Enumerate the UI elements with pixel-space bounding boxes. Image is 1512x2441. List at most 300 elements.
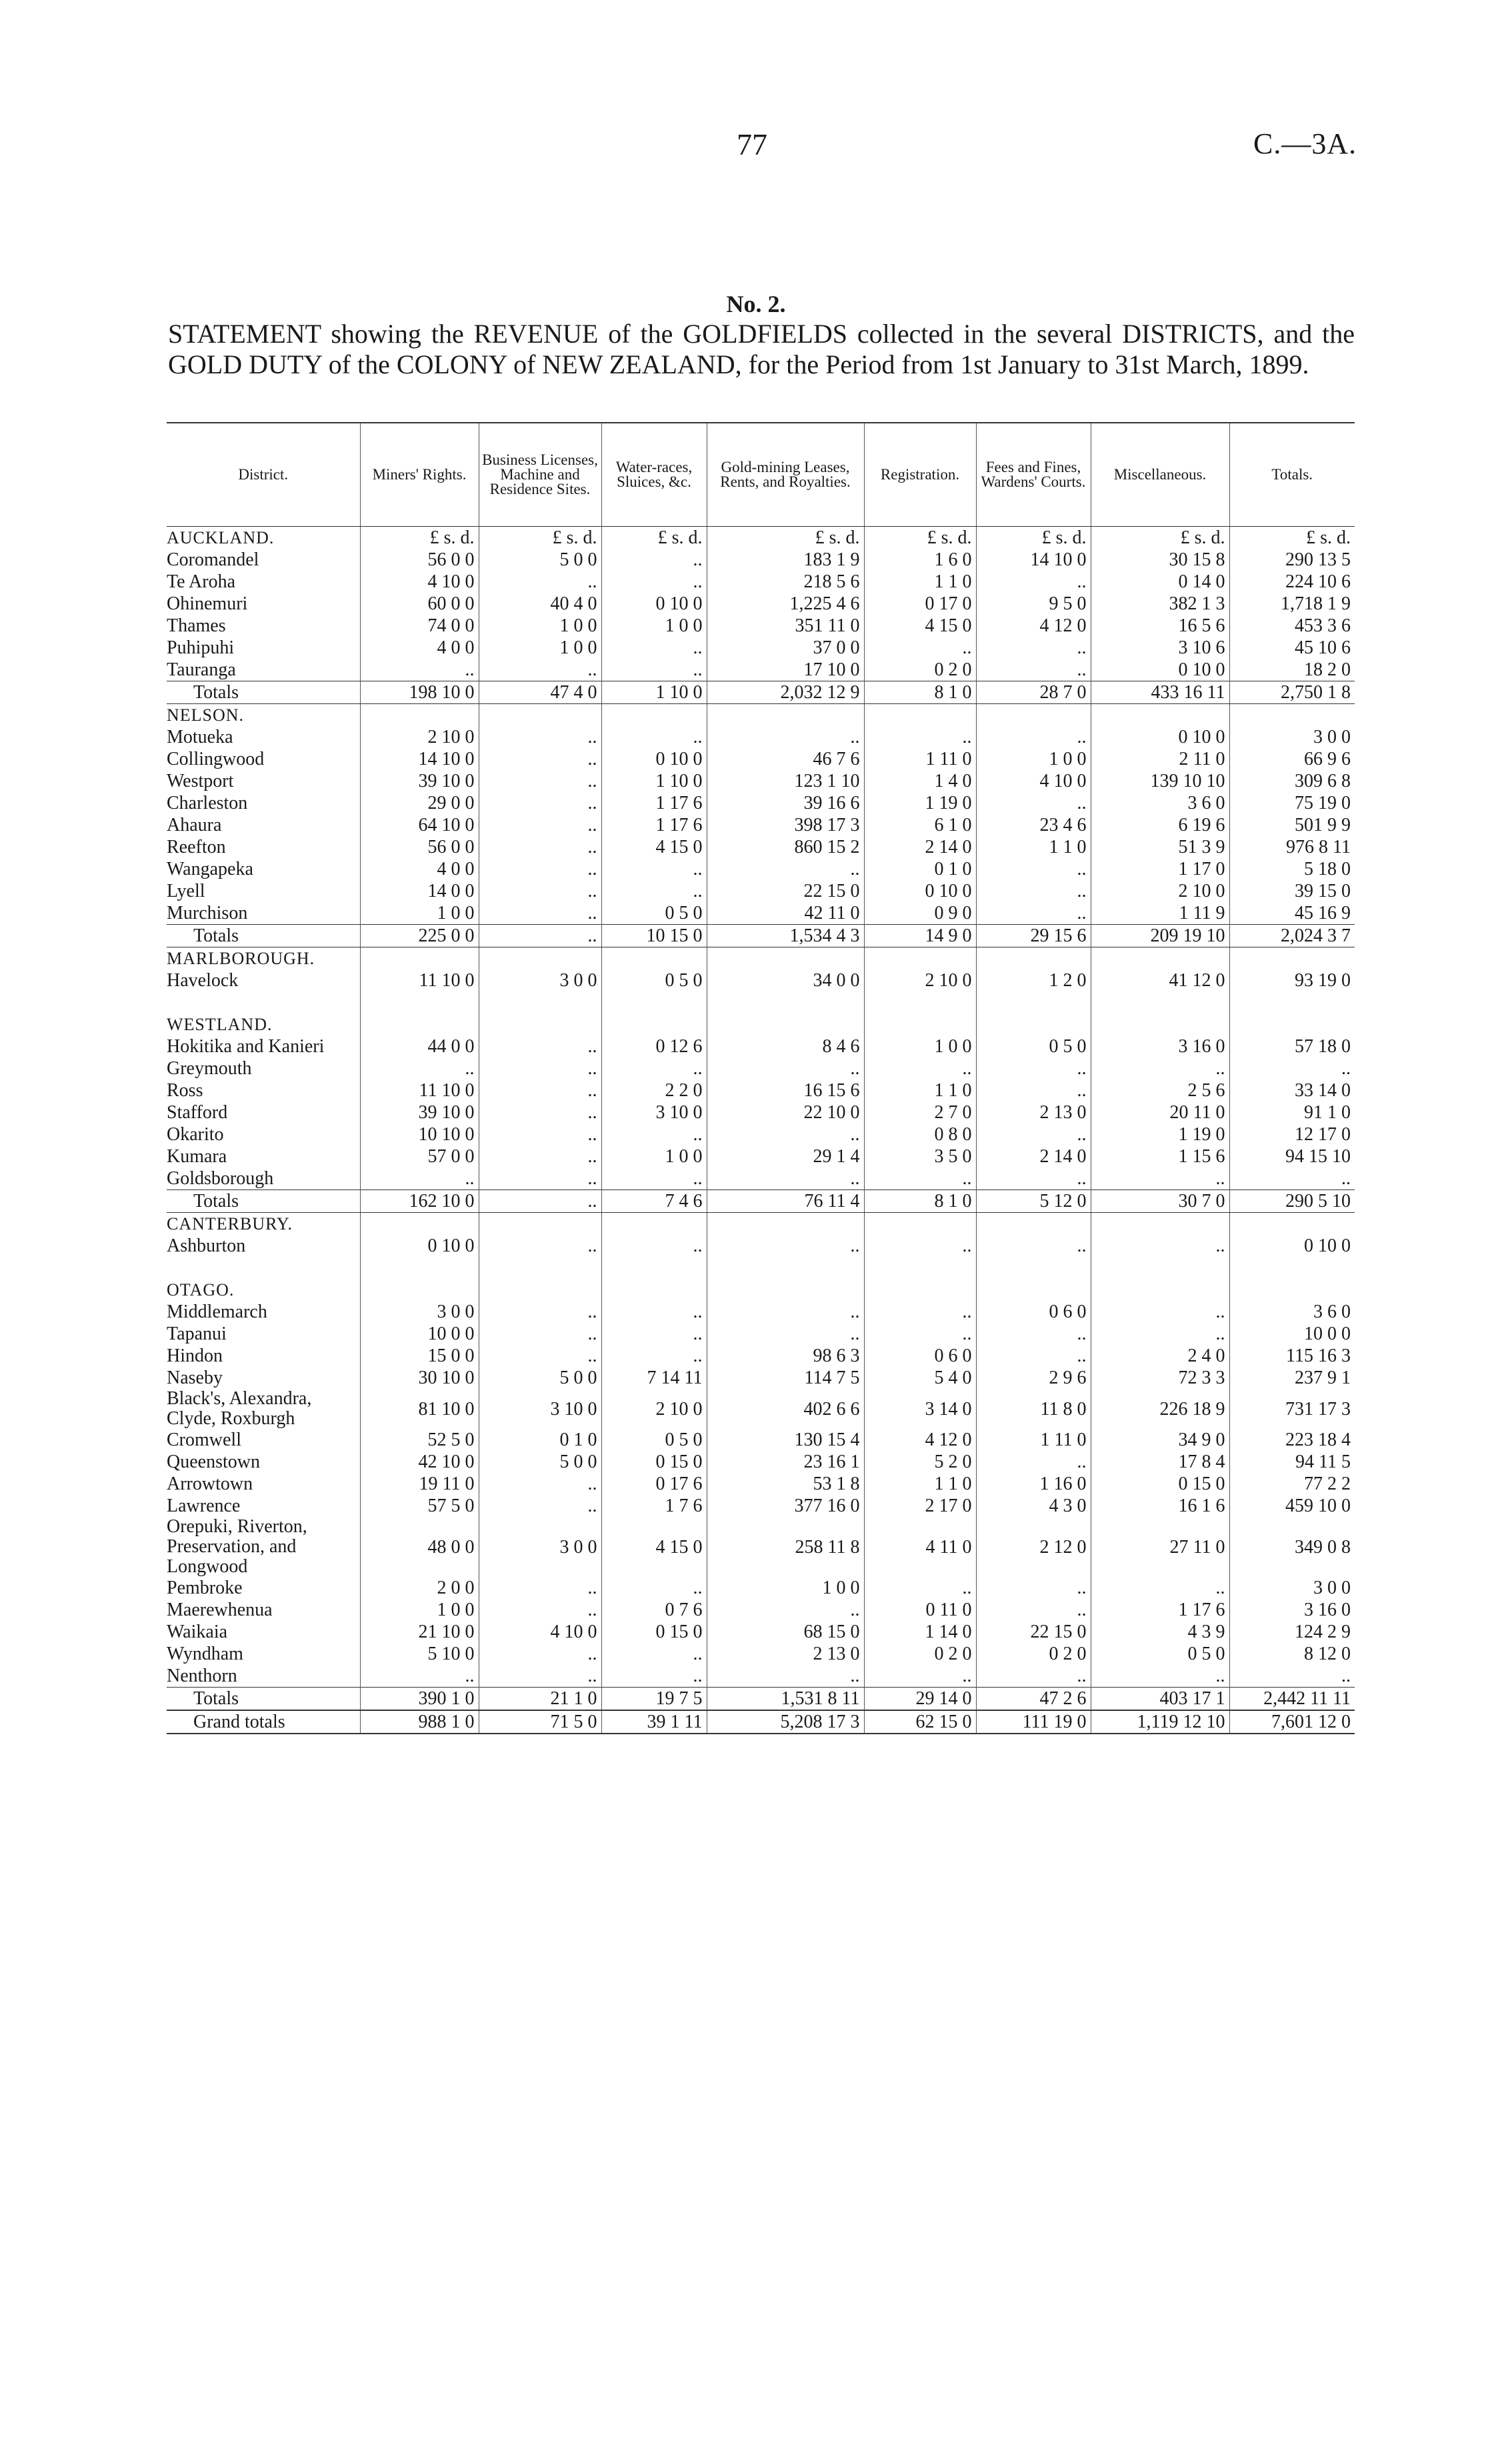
total-amount: 47 2 6 <box>976 1688 1091 1711</box>
grand-totals-label: Grand totals <box>167 1710 360 1734</box>
amount-cell: 1 2 0 <box>976 969 1091 991</box>
amount-cell: 1 0 0 <box>707 1577 864 1599</box>
table-body <box>167 527 1355 1734</box>
amount-cell: 34 9 0 <box>1091 1429 1229 1451</box>
amount-cell: 10 0 0 <box>360 1323 479 1345</box>
empty-cell <box>707 1279 864 1301</box>
amount-cell: 2 10 0 <box>601 1389 707 1429</box>
amount-cell: 21 10 0 <box>360 1621 479 1643</box>
district-name: Cromwell <box>167 1430 241 1450</box>
amount-cell: 382 1 3 <box>1091 593 1229 615</box>
total-amount: 29 14 0 <box>864 1688 976 1711</box>
district-name: Pembroke <box>167 1578 243 1598</box>
amount-cell: 0 11 0 <box>864 1599 976 1621</box>
amount-cell: 2 5 6 <box>1091 1079 1229 1101</box>
amount-cell: 23 4 6 <box>976 814 1091 836</box>
district-name: Murchison <box>167 903 248 923</box>
amount-cell: .. <box>601 1123 707 1145</box>
amount-cell: 30 10 0 <box>360 1367 479 1389</box>
amount-cell: 1 0 0 <box>360 902 479 925</box>
amount-cell: .. <box>976 1599 1091 1621</box>
amount-cell: .. <box>479 659 601 681</box>
amount-cell: 1 19 0 <box>1091 1123 1229 1145</box>
amount-cell: 16 15 6 <box>707 1079 864 1101</box>
amount-cell: .. <box>601 1345 707 1367</box>
amount-cell: 5 0 0 <box>479 1367 601 1389</box>
amount-cell: 11 10 0 <box>360 969 479 991</box>
amount-cell: 3 0 0 <box>479 1517 601 1577</box>
empty-cell <box>864 947 976 970</box>
amount-cell: .. <box>601 1577 707 1599</box>
region-heading-row <box>167 1279 1355 1301</box>
amount-cell: 237 9 1 <box>1229 1367 1355 1389</box>
amount-cell: .. <box>707 1665 864 1688</box>
amount-cell: 39 10 0 <box>360 1101 479 1123</box>
amount-cell: .. <box>864 726 976 748</box>
amount-cell: 1 0 0 <box>360 1599 479 1621</box>
amount-cell: .. <box>976 1323 1091 1345</box>
amount-cell: 52 5 0 <box>360 1429 479 1451</box>
amount-cell: 14 10 0 <box>976 549 1091 571</box>
total-amount: 290 5 10 <box>1229 1190 1355 1213</box>
amount-cell: 29 1 4 <box>707 1145 864 1167</box>
amount-cell: .. <box>479 770 601 792</box>
empty-cell <box>479 991 601 1013</box>
amount-cell: .. <box>479 836 601 858</box>
amount-cell: 5 4 0 <box>864 1367 976 1389</box>
spacer-row <box>167 1257 1355 1279</box>
amount-cell: 3 10 6 <box>1091 637 1229 659</box>
amount-cell: .. <box>479 792 601 814</box>
amount-cell: 351 11 0 <box>707 615 864 637</box>
district-name: Goldsborough <box>167 1168 274 1189</box>
amount-cell: 2 12 0 <box>976 1517 1091 1577</box>
amount-cell: .. <box>1091 1577 1229 1599</box>
amount-cell: 29 0 0 <box>360 792 479 814</box>
empty-cell <box>479 1279 601 1301</box>
amount-cell: .. <box>976 1167 1091 1190</box>
amount-cell: 27 11 0 <box>1091 1517 1229 1577</box>
total-amount: 198 10 0 <box>360 681 479 704</box>
table-row <box>167 1389 1355 1429</box>
table-row <box>167 1621 1355 1643</box>
empty-cell <box>601 1279 707 1301</box>
amount-cell: .. <box>479 1101 601 1123</box>
amount-cell: 16 5 6 <box>1091 615 1229 637</box>
column-header: Gold-mining Leases, Rents, and Royalties. <box>707 423 864 527</box>
column-header: Miscellaneous. <box>1091 423 1229 527</box>
district-name: Ohinemuri <box>167 593 248 614</box>
amount-cell: 0 2 0 <box>864 659 976 681</box>
amount-cell: .. <box>976 1079 1091 1101</box>
amount-cell: 18 2 0 <box>1229 659 1355 681</box>
amount-cell: 1 11 0 <box>976 1429 1091 1451</box>
amount-cell: 0 17 0 <box>864 593 976 615</box>
amount-cell: 0 2 0 <box>976 1643 1091 1665</box>
table-row <box>167 1079 1355 1101</box>
district-name: Tapanui <box>167 1324 227 1344</box>
amount-cell: 57 5 0 <box>360 1495 479 1517</box>
district-name: Coromandel <box>167 549 259 570</box>
amount-cell: 2 14 0 <box>976 1145 1091 1167</box>
amount-cell: 19 11 0 <box>360 1473 479 1495</box>
amount-cell: .. <box>707 1599 864 1621</box>
column-header: Fees and Fines, Wardens' Courts. <box>976 423 1091 527</box>
amount-cell: 2 13 0 <box>976 1101 1091 1123</box>
amount-cell: .. <box>479 1167 601 1190</box>
amount-cell: .. <box>864 1577 976 1599</box>
amount-cell: 1 0 0 <box>479 637 601 659</box>
total-amount: 47 4 0 <box>479 681 601 704</box>
total-amount: 14 9 0 <box>864 925 976 947</box>
amount-cell: 0 15 0 <box>1091 1473 1229 1495</box>
district-name: Westport <box>167 771 234 791</box>
amount-cell: .. <box>601 1643 707 1665</box>
grand-total-amount: 1,119 12 10 <box>1091 1710 1229 1734</box>
total-amount: 209 19 10 <box>1091 925 1229 947</box>
district-name: Puhipuhi <box>167 637 235 658</box>
table-number: No. 2. <box>726 291 786 317</box>
amount-cell: 976 8 11 <box>1229 836 1355 858</box>
amount-cell: 349 0 8 <box>1229 1517 1355 1577</box>
amount-cell: 0 10 0 <box>1091 659 1229 681</box>
amount-cell: 4 11 0 <box>864 1517 976 1577</box>
empty-cell <box>707 947 864 970</box>
table-row <box>167 1323 1355 1345</box>
amount-cell: .. <box>1229 1665 1355 1688</box>
amount-cell: 0 10 0 <box>360 1235 479 1257</box>
empty-cell <box>601 991 707 1013</box>
amount-cell: 0 5 0 <box>1091 1643 1229 1665</box>
amount-cell: 57 0 0 <box>360 1145 479 1167</box>
empty-cell <box>360 1013 479 1035</box>
amount-cell: 3 10 0 <box>479 1389 601 1429</box>
unit-label: £ s. d. <box>479 527 601 549</box>
amount-cell: 4 15 0 <box>601 836 707 858</box>
amount-cell: .. <box>864 1665 976 1688</box>
page-number: 77 <box>737 127 767 161</box>
total-amount: 433 16 11 <box>1091 681 1229 704</box>
amount-cell: .. <box>1091 1057 1229 1079</box>
amount-cell: 7 14 11 <box>601 1367 707 1389</box>
amount-cell: 57 18 0 <box>1229 1035 1355 1057</box>
table-row <box>167 902 1355 925</box>
amount-cell: 3 5 0 <box>864 1145 976 1167</box>
region-name: AUCKLAND. <box>167 528 275 547</box>
amount-cell: .. <box>976 858 1091 880</box>
empty-cell <box>1091 991 1229 1013</box>
amount-cell: .. <box>479 858 601 880</box>
table-row <box>167 1123 1355 1145</box>
amount-cell: 0 1 0 <box>479 1429 601 1451</box>
grand-total-amount: 5,208 17 3 <box>707 1710 864 1734</box>
total-amount: 225 0 0 <box>360 925 479 947</box>
amount-cell: 2 2 0 <box>601 1079 707 1101</box>
grand-total-amount: 7,601 12 0 <box>1229 1710 1355 1734</box>
amount-cell: .. <box>976 880 1091 902</box>
district-name: Waikaia <box>167 1622 228 1642</box>
amount-cell: 77 2 2 <box>1229 1473 1355 1495</box>
table-row <box>167 549 1355 571</box>
amount-cell: 66 9 6 <box>1229 748 1355 770</box>
amount-cell: .. <box>360 1167 479 1190</box>
amount-cell: .. <box>479 814 601 836</box>
empty-cell <box>360 947 479 970</box>
amount-cell: .. <box>707 1123 864 1145</box>
amount-cell: 2 0 0 <box>360 1577 479 1599</box>
amount-cell: 1 4 0 <box>864 770 976 792</box>
amount-cell: .. <box>601 637 707 659</box>
amount-cell: .. <box>864 1057 976 1079</box>
amount-cell: .. <box>707 726 864 748</box>
table-row <box>167 1665 1355 1688</box>
amount-cell: .. <box>479 1035 601 1057</box>
amount-cell: 4 15 0 <box>864 615 976 637</box>
empty-cell <box>479 1213 601 1236</box>
amount-cell: 4 10 0 <box>360 571 479 593</box>
amount-cell: 731 17 3 <box>1229 1389 1355 1429</box>
amount-cell: 4 3 0 <box>976 1495 1091 1517</box>
amount-cell: .. <box>479 1345 601 1367</box>
empty-cell <box>707 991 864 1013</box>
total-amount: 2,442 11 11 <box>1229 1688 1355 1711</box>
amount-cell: .. <box>601 1301 707 1323</box>
amount-cell: 75 19 0 <box>1229 792 1355 814</box>
amount-cell: .. <box>976 1577 1091 1599</box>
empty-cell <box>479 947 601 970</box>
empty-cell <box>1091 1257 1229 1279</box>
district-name: Havelock <box>167 970 239 991</box>
amount-cell: 2 14 0 <box>864 836 976 858</box>
amount-cell: .. <box>1091 1167 1229 1190</box>
empty-cell <box>864 1013 976 1035</box>
district-name: Charleston <box>167 793 248 813</box>
amount-cell: 98 6 3 <box>707 1345 864 1367</box>
empty-cell <box>976 704 1091 727</box>
amount-cell: 139 10 10 <box>1091 770 1229 792</box>
empty-cell <box>1091 704 1229 727</box>
amount-cell: 0 9 0 <box>864 902 976 925</box>
amount-cell: 22 15 0 <box>976 1621 1091 1643</box>
column-header: District. <box>167 423 360 527</box>
district-name: Kumara <box>167 1146 227 1167</box>
amount-cell: 0 2 0 <box>864 1643 976 1665</box>
amount-cell: 459 10 0 <box>1229 1495 1355 1517</box>
empty-cell <box>1229 991 1355 1013</box>
amount-cell: 114 7 5 <box>707 1367 864 1389</box>
amount-cell: .. <box>601 726 707 748</box>
empty-cell <box>976 1279 1091 1301</box>
amount-cell: 94 15 10 <box>1229 1145 1355 1167</box>
table-row <box>167 1145 1355 1167</box>
amount-cell: 1 11 9 <box>1091 902 1229 925</box>
amount-cell: .. <box>601 1235 707 1257</box>
amount-cell: .. <box>360 659 479 681</box>
amount-cell: 2 10 0 <box>360 726 479 748</box>
amount-cell: .. <box>976 1451 1091 1473</box>
empty-cell <box>864 1213 976 1236</box>
empty-cell <box>601 1257 707 1279</box>
amount-cell: .. <box>976 1665 1091 1688</box>
district-name: Collingwood <box>167 749 265 769</box>
amount-cell: 501 9 9 <box>1229 814 1355 836</box>
region-heading-row <box>167 947 1355 970</box>
district-name: Ahaura <box>167 815 222 835</box>
amount-cell: 1 17 0 <box>1091 858 1229 880</box>
empty-cell <box>707 1013 864 1035</box>
district-name: Okarito <box>167 1124 224 1145</box>
empty-cell <box>864 1257 976 1279</box>
amount-cell: 11 8 0 <box>976 1389 1091 1429</box>
empty-cell <box>360 1213 479 1236</box>
amount-cell: .. <box>976 1123 1091 1145</box>
empty-cell <box>1091 1279 1229 1301</box>
amount-cell: 39 16 6 <box>707 792 864 814</box>
amount-cell: 1 14 0 <box>864 1621 976 1643</box>
table-row <box>167 1101 1355 1123</box>
table-row <box>167 1577 1355 1599</box>
total-amount: 2,024 3 7 <box>1229 925 1355 947</box>
amount-cell: 2 10 0 <box>1091 880 1229 902</box>
district-name: Thames <box>167 615 226 636</box>
totals-row <box>167 925 1355 947</box>
amount-cell: .. <box>1091 1323 1229 1345</box>
amount-cell: 37 0 0 <box>707 637 864 659</box>
amount-cell: 1 6 0 <box>864 549 976 571</box>
district-name: Wangapeka <box>167 859 253 879</box>
total-amount: 2,750 1 8 <box>1229 681 1355 704</box>
amount-cell: .. <box>707 1235 864 1257</box>
amount-cell: 81 10 0 <box>360 1389 479 1429</box>
empty-cell <box>707 1257 864 1279</box>
amount-cell: .. <box>1091 1665 1229 1688</box>
empty-cell <box>976 947 1091 970</box>
amount-cell: 33 14 0 <box>1229 1079 1355 1101</box>
empty-cell <box>864 704 976 727</box>
amount-cell: 258 11 8 <box>707 1517 864 1577</box>
table-row <box>167 880 1355 902</box>
empty-cell <box>976 1257 1091 1279</box>
empty-cell <box>976 991 1091 1013</box>
district-name: Wyndham <box>167 1644 243 1664</box>
amount-cell: .. <box>601 1167 707 1190</box>
amount-cell: .. <box>707 858 864 880</box>
total-amount: 10 15 0 <box>601 925 707 947</box>
grand-total-amount: 39 1 11 <box>601 1710 707 1734</box>
amount-cell: 3 6 0 <box>1229 1301 1355 1323</box>
amount-cell: 2 7 0 <box>864 1101 976 1123</box>
amount-cell: 0 15 0 <box>601 1621 707 1643</box>
amount-cell: .. <box>601 1665 707 1688</box>
amount-cell: .. <box>976 726 1091 748</box>
empty-cell <box>1091 1013 1229 1035</box>
grand-total-amount: 62 15 0 <box>864 1710 976 1734</box>
total-amount: 8 1 0 <box>864 681 976 704</box>
amount-cell: 1 0 0 <box>976 748 1091 770</box>
amount-cell: 309 6 8 <box>1229 770 1355 792</box>
grand-totals-row <box>167 1710 1355 1734</box>
district-name: Motueka <box>167 727 233 747</box>
table-row <box>167 1599 1355 1621</box>
total-amount: 30 7 0 <box>1091 1190 1229 1213</box>
amount-cell: 53 1 8 <box>707 1473 864 1495</box>
amount-cell: 34 0 0 <box>707 969 864 991</box>
amount-cell: 22 15 0 <box>707 880 864 902</box>
amount-cell: 3 0 0 <box>479 969 601 991</box>
column-header: Miners' Rights. <box>360 423 479 527</box>
amount-cell: 5 18 0 <box>1229 858 1355 880</box>
amount-cell: 377 16 0 <box>707 1495 864 1517</box>
unit-label: £ s. d. <box>601 527 707 549</box>
amount-cell: 1 1 0 <box>864 1473 976 1495</box>
table-header-row <box>167 423 1355 527</box>
total-amount: 1 10 0 <box>601 681 707 704</box>
table-row <box>167 615 1355 637</box>
amount-cell: 3 6 0 <box>1091 792 1229 814</box>
amount-cell: .. <box>601 858 707 880</box>
amount-cell: .. <box>479 1145 601 1167</box>
amount-cell: 46 7 6 <box>707 748 864 770</box>
total-amount: 403 17 1 <box>1091 1688 1229 1711</box>
amount-cell: 8 4 6 <box>707 1035 864 1057</box>
amount-cell: 2 9 6 <box>976 1367 1091 1389</box>
total-amount: 7 4 6 <box>601 1190 707 1213</box>
amount-cell: 1 11 0 <box>864 748 976 770</box>
amount-cell: 23 16 1 <box>707 1451 864 1473</box>
amount-cell: 218 5 6 <box>707 571 864 593</box>
empty-cell <box>479 704 601 727</box>
amount-cell: 2 10 0 <box>864 969 976 991</box>
amount-cell: 0 8 0 <box>864 1123 976 1145</box>
grand-total-amount: 111 19 0 <box>976 1710 1091 1734</box>
amount-cell: 2 4 0 <box>1091 1345 1229 1367</box>
amount-cell: 93 19 0 <box>1229 969 1355 991</box>
table-row <box>167 659 1355 681</box>
amount-cell: .. <box>479 880 601 902</box>
table-row <box>167 748 1355 770</box>
totals-row <box>167 1190 1355 1213</box>
empty-cell <box>601 947 707 970</box>
amount-cell: 130 15 4 <box>707 1429 864 1451</box>
amount-cell: .. <box>1091 1301 1229 1323</box>
amount-cell: 44 0 0 <box>360 1035 479 1057</box>
amount-cell: 10 10 0 <box>360 1123 479 1145</box>
region-name: WESTLAND. <box>167 1015 273 1034</box>
amount-cell: .. <box>479 1577 601 1599</box>
district-name: Stafford <box>167 1102 228 1123</box>
amount-cell: .. <box>707 1057 864 1079</box>
empty-cell <box>1229 947 1355 970</box>
amount-cell: 17 8 4 <box>1091 1451 1229 1473</box>
amount-cell: 3 10 0 <box>601 1101 707 1123</box>
amount-cell: .. <box>864 637 976 659</box>
amount-cell: 1 1 0 <box>976 836 1091 858</box>
amount-cell: 94 11 5 <box>1229 1451 1355 1473</box>
table-row <box>167 792 1355 814</box>
amount-cell: .. <box>601 880 707 902</box>
totals-row <box>167 1688 1355 1711</box>
empty-cell <box>1229 1257 1355 1279</box>
column-header: Business Licenses, Machine and Residence Sites. <box>479 423 601 527</box>
amount-cell: 60 0 0 <box>360 593 479 615</box>
amount-cell: 1 17 6 <box>601 814 707 836</box>
empty-cell <box>601 1013 707 1035</box>
amount-cell: 453 3 6 <box>1229 615 1355 637</box>
table-row <box>167 1167 1355 1190</box>
unit-label: £ s. d. <box>976 527 1091 549</box>
empty-cell <box>864 991 976 1013</box>
totals-label: Totals <box>167 1190 360 1213</box>
